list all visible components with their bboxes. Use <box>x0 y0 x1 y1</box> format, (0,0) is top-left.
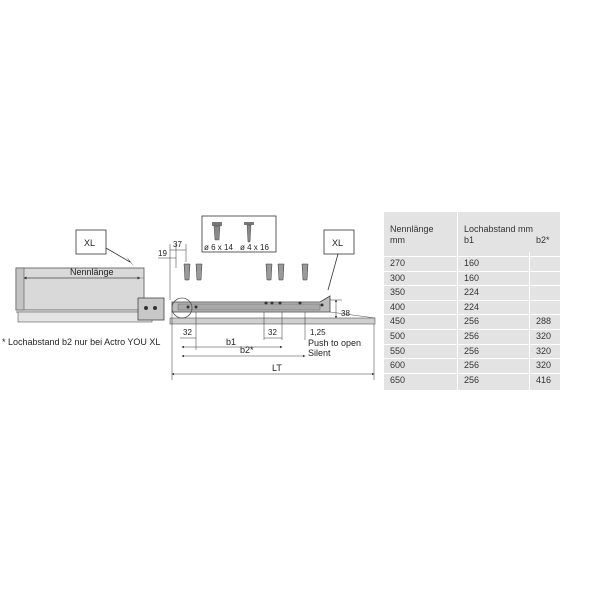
cell-b1: 160 <box>464 258 480 268</box>
xl-right-callout <box>324 230 354 290</box>
xl-left-callout <box>76 230 134 266</box>
cell-nennlaenge: 450 <box>390 316 406 327</box>
cell-b2: 320 <box>536 331 552 341</box>
cell-b1: 256 <box>464 316 480 327</box>
screw-legend <box>202 216 276 252</box>
b1-label: b1 <box>226 337 237 347</box>
cell-nennlaenge: 400 <box>390 301 406 312</box>
hole-spacing-table <box>384 212 560 390</box>
cell-b1: 256 <box>464 331 480 341</box>
dim-19-37 <box>158 240 186 300</box>
cell-nennlaenge: 550 <box>390 345 406 356</box>
cell-nennlaenge: 300 <box>390 272 406 283</box>
table-row <box>384 314 560 328</box>
cell-nennlaenge: 350 <box>390 287 406 298</box>
dim-32-left-label: 32 <box>183 328 192 337</box>
cell-b1: 256 <box>464 360 480 371</box>
table-row <box>384 329 560 343</box>
cell-b1: 160 <box>464 272 480 283</box>
header-b2: b2* <box>536 235 550 245</box>
cell-b1: 224 <box>464 287 480 298</box>
cell-nennlaenge: 600 <box>390 360 406 371</box>
nennlaenge-label: Nennlänge <box>70 267 114 277</box>
mounting-screws <box>184 264 308 280</box>
cell-nennlaenge: 650 <box>390 374 406 385</box>
dim-b1-b2 <box>182 337 305 356</box>
cell-b2: 288 <box>536 316 552 327</box>
b2-label: b2* <box>240 345 254 355</box>
cell-b1: 224 <box>464 301 480 312</box>
xl-right-label: XL <box>332 238 344 248</box>
header-nennlaenge: Nennlänge <box>390 224 434 234</box>
table-row <box>384 300 560 314</box>
footnote: * Lochabstand b2 nur bei Actro YOU XL <box>2 337 161 347</box>
table-row <box>384 373 560 387</box>
cell-nennlaenge: 500 <box>390 331 406 341</box>
xl-left-label: XL <box>84 238 96 248</box>
dim-125-label: 1,25 <box>310 328 326 337</box>
cell-nennlaenge: 270 <box>390 258 406 268</box>
table-row <box>384 271 560 285</box>
table-row <box>384 344 560 358</box>
dim-32-right-label: 32 <box>268 328 277 337</box>
dim-37-label: 37 <box>173 240 182 249</box>
table-row <box>384 256 560 270</box>
screw1-label: ø 6 x 14 <box>204 243 233 252</box>
header-lochabstand: Lochabstand mm <box>464 224 534 234</box>
cell-b2: 320 <box>536 345 552 356</box>
header-mm: mm <box>390 235 405 245</box>
silent-label: Silent <box>308 348 331 358</box>
dim-38 <box>330 300 350 318</box>
cell-b1: 256 <box>464 374 480 385</box>
cell-b2: 416 <box>536 374 552 385</box>
table-row <box>384 358 560 372</box>
screw2-label: ø 4 x 16 <box>240 243 269 252</box>
dim-38-label: 38 <box>341 309 350 318</box>
table-row <box>384 285 560 299</box>
header-b1: b1 <box>464 235 475 245</box>
lt-label: LT <box>272 363 282 373</box>
cell-b1: 256 <box>464 345 480 356</box>
push-to-open-label: Push to open <box>308 338 362 348</box>
dim-19-label: 19 <box>158 249 167 258</box>
cell-b2: 320 <box>536 360 552 371</box>
